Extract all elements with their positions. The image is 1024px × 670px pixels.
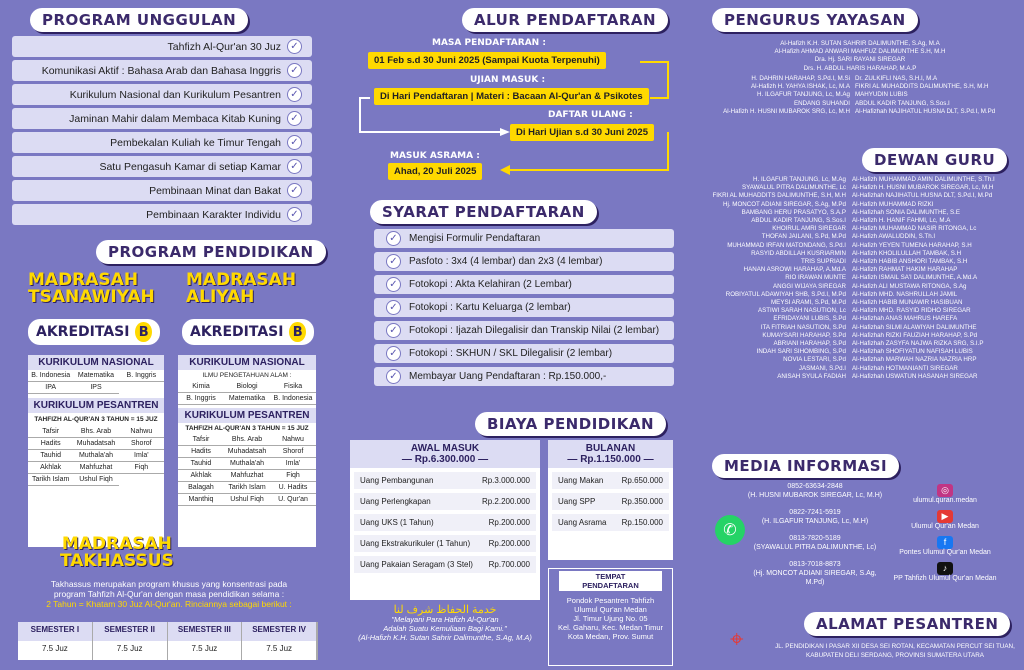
- social: [870, 562, 1020, 582]
- tempat-line: Jl. Timur Ujung No. 05: [573, 614, 648, 623]
- biaya-row: [552, 514, 669, 531]
- person-name: Dr. ZULKIFLI NAS, S.H.I, M.A: [855, 75, 938, 82]
- person-name: Al-Hafizhah ZASYFA NAJWA RIZKA SRG, S.I.P: [852, 340, 984, 348]
- tempat-line: Kel. Gaharu, Kec. Medan Timur: [557, 623, 664, 632]
- contact-phone: 0852-63634-2848: [787, 483, 843, 490]
- person-name: ASTIWI SARAH NASUTION, Lc: [757, 307, 846, 315]
- person-name: RASYID ABDILLAH KUSRIARMIN: [751, 249, 846, 257]
- ma-title: MADRASAH ALIYAH: [186, 270, 297, 307]
- subject-cell: Fiqh: [119, 462, 164, 474]
- check-icon: ✓: [287, 207, 302, 222]
- semester-header: SEMESTER IV: [242, 622, 317, 641]
- person-name: Al-Hafizh ALI MUSTAWA RITONGA, S.Ag: [852, 282, 967, 290]
- subject-cell: Bhs. Arab: [224, 434, 270, 446]
- subject-cell: Shorof: [119, 438, 164, 450]
- subject-cell: Nahwu: [270, 434, 316, 446]
- biaya-item: Uang Pakaian Seragam (3 Stel): [360, 560, 473, 569]
- subject-cell: Tarikh Islam: [224, 482, 270, 494]
- person-name: Al-Hafizh AWALUDDIN, S.Th.I: [852, 233, 936, 241]
- biaya-item: Uang Ekstrakurikuler (1 Tahun): [360, 539, 471, 548]
- contact: [745, 534, 885, 552]
- dewan-left: [700, 176, 846, 381]
- tempat-line: Pondok Pesantren Tahfizh: [566, 596, 655, 605]
- masa-value: 01 Feb s.d 30 Juni 2025 (Sampai Kuota Terpenuhi): [368, 52, 606, 69]
- instagram-icon: ◎: [937, 484, 953, 497]
- biaya-amount: Rp.150.000: [621, 518, 663, 527]
- person-name: FIKRI AL MUHADDITS DALIMUNTHE, S.H, M.H: [712, 192, 846, 200]
- person-name: Al-Hafizh HABIB ANSHORI TAMBAK, S.H: [852, 258, 968, 266]
- ma-kurikulum: KURIKULUM NASIONAL ILMU PENGETAHUAN ALAM : Kimia Biologi Fisika B. Inggris Matematika B. Indonesia KURIKULUM PESANTREN TAHFIZH AL-QUR'AN 3 TAHUN = 15 JUZ Tafsir Bhs. Arab Nahwu Hadits Muhadatsah Shorof Tauhid Muthala'ah Imla' Akhlak Mahfuzhat Fiqh Balagah Tarikh Islam U. Hadits Manthiq Ushul Fiqh U. Qur'an: [178, 355, 316, 547]
- contact: [745, 560, 885, 587]
- person-name: Al-Hafizhah USWATUN HASANAH SIREGAR: [852, 372, 978, 380]
- biaya-bulanan: BULANAN — Rp.1.150.000 — Uang Makan Rp.650.000 Uang SPP Rp.350.000 Uang Asrama Rp.150.000: [548, 440, 673, 560]
- subject-cell: Tauhid: [28, 450, 73, 462]
- program-pendidikan-title: PROGRAM PENDIDIKAN: [96, 240, 326, 264]
- syarat-item: [374, 229, 674, 248]
- dewan-title: DEWAN GURU: [862, 148, 1007, 172]
- tempat-line: Kota Medan, Prov. Sumut: [567, 632, 654, 641]
- biaya-amount: Rp.350.000: [621, 497, 663, 506]
- person-name: FIKRI AL MUHADDITS DALIMUNTHE, S.H, M.H: [855, 83, 989, 91]
- person-name: JASMANI, S.Pd.I: [798, 364, 846, 372]
- program-unggulan-list: [12, 36, 312, 228]
- person-name: Al-Hafizh H. HUSNI MUBAROK SIREGAR, Lc, M.H: [852, 184, 994, 192]
- semester-header-row: [18, 622, 318, 641]
- person-name: Al-Hafizhah HOTMANIANTI SIREGAR: [852, 364, 958, 372]
- mts-akreditasi: AKREDITASI B: [28, 319, 160, 345]
- biaya-awal: AWAL MASUK — Rp.6.300.000 — Uang Pembangunan Rp.3.000.000 Uang Perlengkapan Rp.2.200.000 Uang UKS (1 Tahun) Rp.200.000 Uang Ekstrakurikuler (1 Tahun) Rp.200.000 Uang Pakaian Seragam (3 Stel) Rp.700.000: [350, 440, 540, 600]
- subject-cell: Mahfuzhat: [224, 470, 270, 482]
- subject-cell: Akhlak: [28, 462, 73, 474]
- subject-cell: Fiqh: [270, 470, 316, 482]
- mts-kurikulum: KURIKULUM NASIONAL B. Indonesia Matematika B. Inggris IPA IPS KURIKULUM PESANTREN TAHFIZH AL-QUR'AN 3 TAHUN = 15 JUZ Tafsir Bhs. Arab Nahwu Hadits Muhadatsah Shorof Tauhid Muthala'ah Imla' Akhlak Mahfuzhat Fiqh Tarikh Islam Ushul Fiqh: [28, 355, 164, 547]
- biaya-item: Uang Pembangunan: [360, 476, 434, 485]
- program-unggulan-title: PROGRAM UNGGULAN: [30, 8, 248, 32]
- subject-cell: Biologi: [224, 381, 270, 393]
- person-name: Al-Hafizh AHMAD ANWARI MAHFUZ DALIMUNTHE S.H, M.H: [774, 48, 946, 56]
- person-name: ABDUL KADIR TANJUNG, S.Sos.I: [855, 99, 950, 107]
- check-icon: ✓: [386, 300, 401, 315]
- person-name: NOVIA LESTARI, S.Pd: [783, 356, 846, 364]
- person-name: MAHYUDIN LUBIS: [855, 91, 908, 99]
- semester-header: SEMESTER II: [93, 622, 168, 641]
- program-item: [12, 36, 312, 57]
- program-item-label: Kurikulum Nasional dan Kurikulum Pesantren: [69, 88, 281, 101]
- flow-arrows: [350, 40, 680, 190]
- biaya-row: [552, 472, 669, 489]
- asrama-value: Ahad, 20 Juli 2025: [388, 163, 482, 180]
- contact-name: (SYAWALUL PITRA DALIMUNTHE, Lc): [753, 544, 877, 551]
- program-item-label: Tahfizh Al-Qur'an 30 Juz: [167, 40, 281, 53]
- takhassus-title: MADRASAH TAKHASSUS: [60, 534, 174, 571]
- person-name: ANISAH SYULA FADIAH: [777, 372, 846, 380]
- subject-cell: B. Inggris: [178, 393, 224, 405]
- biaya-row: [354, 535, 536, 552]
- program-item: [12, 132, 312, 153]
- subject-cell: Akhlak: [178, 470, 224, 482]
- biaya-amount: Rp.700.000: [488, 560, 530, 569]
- program-item: [12, 180, 312, 201]
- person-name: Al-Hafizh MUHAMMAD RIZKI: [852, 200, 934, 208]
- person-name: Hj. MONCOT ADIANI SIREGAR, S.Ag, M.Pd: [723, 200, 846, 208]
- quote: خدمة الحفاظ شرف لنا "Melayani Para Hafizh Al-Qur'an Adalah Suatu Kemuliaan Bagi Kami." (Al-Hafizh K.H. Sutan Sahrir Dalimunthe, S.Ag, M.A): [358, 604, 532, 642]
- person-name: Al-Hafizhah SHOFIYATUN NAFISAH LUBIS: [852, 348, 973, 356]
- person-name: H. DAHRIN HARAHAP, S.Pd.I, M.Si: [751, 75, 850, 82]
- person-name: ANGGI WIJAYA SIREGAR: [773, 282, 846, 290]
- alamat-text: JL. PENDIDIKAN I PASAR XII DESA SEI ROTAN, KECAMATAN PERCUT SEI TUAN, KABUPATEN DELI SERDANG, PROVINSI SUMATERA UTARA: [775, 643, 1015, 659]
- subject-cell: Nahwu: [119, 426, 164, 438]
- whatsapp-icon: ✆: [715, 515, 745, 545]
- person-name: INDAH SARI SIHOMBING, S.Pd: [756, 348, 846, 356]
- person-name: ABRIANI HARAHAP, S.Pd: [773, 340, 846, 348]
- syarat-item-label: Mengisi Formulir Pendaftaran: [409, 233, 541, 244]
- person-name: ENDANG SUHANDI: [793, 99, 850, 107]
- person-name: MUHAMMAD IRFAN MATONDANG, S.Pd.I: [727, 241, 846, 249]
- person-name: EFRIDAYANI LUBIS, S.Pd: [773, 315, 846, 323]
- tiktok-icon: ♪: [937, 562, 953, 575]
- check-icon: ✓: [386, 254, 401, 269]
- subject-cell: Manthiq: [178, 494, 224, 506]
- check-icon: ✓: [287, 159, 302, 174]
- person-name: BAMBANG HERU PRASATYO, S.A.P: [741, 208, 846, 216]
- person-name: H. ILGAFUR TANJUNG, Lc, M.Ag: [753, 176, 846, 183]
- media-title: MEDIA INFORMASI: [712, 454, 899, 478]
- subject-cell: Ushul Fiqh: [224, 494, 270, 506]
- contact: [745, 482, 885, 500]
- subject-cell: Muhadatsah: [73, 438, 118, 450]
- syarat-item: [374, 321, 674, 340]
- contact-name: (H. HUSNI MUBAROK SIREGAR, Lc, M.H): [747, 492, 883, 499]
- check-icon: ✓: [287, 183, 302, 198]
- person-name: THOFAN JAILANI, S.Pd, M.Pd: [761, 233, 846, 241]
- subject-cell: B. Inggris: [119, 370, 164, 382]
- person-name: Al-Hafizhah RIZKI FAUZIAH HARAHAP, S.Pd: [852, 331, 978, 339]
- ujian-value: Di Hari Pendaftaran | Materi : Bacaan Al-Qur'an & Psikotes: [374, 88, 649, 105]
- social-handle: PP Tahfizh Ulumul Qur'an Medan: [893, 575, 997, 582]
- person-name: KHOIRUL AMRI SIREGAR: [772, 225, 846, 233]
- subject-cell: B. Indonesia: [270, 393, 316, 405]
- contact-phone: 0813-7820-5189: [789, 535, 841, 542]
- subject-cell: Tafsir: [28, 426, 73, 438]
- person-name: Al-Hafizh MHD. RASYID RIDHO SIREGAR: [852, 307, 971, 315]
- subject-cell: Tauhid: [178, 458, 224, 470]
- tempat-pendaftaran: TEMPAT PENDAFTARAN Pondok Pesantren Tahfizh Ulumul Qur'an Medan Jl. Timur Ujung No. 05 Kel. Gaharu, Kec. Medan Timur Kota Medan, Prov. Sumut: [548, 568, 673, 666]
- person-name: RIO IRAWAN MUNTE: [785, 274, 846, 282]
- check-icon: ✓: [287, 39, 302, 54]
- person-name: SYAWALUL PITRA DALIMUNTHE, Lc: [741, 184, 846, 192]
- biaya-row: [552, 493, 669, 510]
- subject-cell: Bhs. Arab: [73, 426, 118, 438]
- check-icon: ✓: [287, 63, 302, 78]
- program-item: [12, 156, 312, 177]
- person-name: Al-Hafizhah SILMI ALAWIYAH DALIMUNTHE: [852, 323, 977, 331]
- pengurus-title: PENGURUS YAYASAN: [712, 8, 918, 32]
- syarat-item: [374, 252, 674, 271]
- biaya-item: Uang Perlengkapan: [360, 497, 431, 506]
- contact-name: (H. ILGAFUR TANJUNG, Lc, M.H): [761, 518, 869, 525]
- facebook-icon: f: [937, 536, 953, 549]
- check-icon: ✓: [287, 135, 302, 150]
- syarat-item: [374, 367, 674, 386]
- program-item-label: Jaminan Mahir dalam Membaca Kitab Kuning: [69, 112, 281, 125]
- alur-title: ALUR PENDAFTARAN: [462, 8, 668, 32]
- pengurus-right: [855, 75, 1020, 116]
- subject-cell: Fisika: [270, 381, 316, 393]
- person-name: KUMAYSARI HARAHAP, S.Pd: [762, 331, 846, 339]
- contact-phone: 0822-7241-5919: [789, 509, 841, 516]
- social-handle: Pontes Ulumul Qur'an Medan: [899, 549, 991, 556]
- masa-label: MASA PENDAFTARAN :: [432, 38, 546, 48]
- subject-cell: Ushul Fiqh: [73, 474, 118, 486]
- social-handle: ulumul.quran.medan: [913, 497, 977, 504]
- contact-name: (Hj. MONCOT ADIANI SIREGAR, S.Ag, M.Pd): [753, 570, 877, 586]
- program-item-label: Komunikasi Aktif : Bahasa Arab dan Bahasa Inggris: [41, 64, 281, 77]
- syarat-title: SYARAT PENDAFTARAN: [370, 200, 597, 224]
- social: [870, 484, 1020, 504]
- check-icon: ✓: [386, 231, 401, 246]
- biaya-title: BIAYA PENDIDIKAN: [475, 412, 666, 436]
- syarat-item: [374, 275, 674, 294]
- subject-cell: Hadits: [28, 438, 73, 450]
- biaya-item: Uang UKS (1 Tahun): [360, 518, 434, 527]
- semester-header: SEMESTER I: [18, 622, 93, 641]
- alamat-title: ALAMAT PESANTREN: [804, 612, 1010, 636]
- subject-cell: IPS: [73, 382, 118, 394]
- contact: [745, 508, 885, 526]
- person-name: ROBIYATUL ADAWIYAH SHB, S.Pd.I, M.Pd: [725, 290, 846, 298]
- asrama-label: MASUK ASRAMA :: [390, 151, 480, 161]
- person-name: Al-Hafizh MHD. NASHRULLAH JAMIL: [852, 290, 958, 298]
- subject-cell: Muthala'ah: [224, 458, 270, 470]
- person-name: Drs. H. ABDUL HARIS HARAHAP, M.A.P: [803, 64, 917, 72]
- check-icon: ✓: [386, 323, 401, 338]
- syarat-item: [374, 344, 674, 363]
- person-name: Al-Hafizh RAHMAT HAKIM HARAHAP: [852, 266, 958, 274]
- biaya-item: Uang SPP: [558, 497, 596, 506]
- person-name: Al-Hafizh H. HUSNI MUBAROK SRG, Lc, M.H: [723, 107, 850, 115]
- person-name: ITA FITRIAH NASUTION, S.Pd: [760, 323, 846, 331]
- biaya-amount: Rp.200.000: [488, 518, 530, 527]
- check-icon: ✓: [386, 277, 401, 292]
- subject-cell: Kimia: [178, 381, 224, 393]
- biaya-item: Uang Asrama: [558, 518, 607, 527]
- program-item: [12, 60, 312, 81]
- pengurus-list: [700, 40, 1020, 73]
- program-item-label: Pembinaan Karakter Individu: [146, 208, 281, 221]
- dewan-right: [852, 176, 1022, 381]
- program-item: [12, 204, 312, 225]
- biaya-item: Uang Makan: [558, 476, 604, 485]
- biaya-amount: Rp.650.000: [621, 476, 663, 485]
- youtube-icon: ▶: [937, 510, 953, 523]
- check-icon: ✓: [386, 369, 401, 384]
- biaya-row: [354, 493, 536, 510]
- social-handle: Ulumul Qur'an Medan: [911, 523, 979, 530]
- person-name: Al-Hafizhah NAJIHATUL HUSNA DLT, S.Pd.I, M.Pd: [855, 107, 996, 115]
- daftar-label: DAFTAR ULANG :: [548, 110, 633, 120]
- person-name: Al-Hafizh HABIB MUNAWIR HASIBUAN: [852, 299, 963, 307]
- check-icon: ✓: [287, 111, 302, 126]
- contact-phone: 0813-7018-8873: [789, 561, 841, 568]
- person-name: TRIS SUPRIADI: [800, 258, 846, 266]
- program-item-label: Satu Pengasuh Kamar di setiap Kamar: [99, 160, 281, 173]
- biaya-amount: Rp.3.000.000: [481, 476, 530, 485]
- subject-cell: IPA: [28, 382, 73, 394]
- pengurus-left: [700, 75, 850, 116]
- person-name: Al-Hafizh H. YAHYA ISHAK, Lc, M.A: [750, 83, 850, 91]
- biaya-row: [354, 514, 536, 531]
- subject-cell: Balagah: [178, 482, 224, 494]
- semester-value: 7.5 Juz: [168, 641, 243, 660]
- ma-akreditasi: AKREDITASI B: [182, 319, 314, 345]
- tempat-line: Ulumul Qur'an Medan: [574, 605, 647, 614]
- subject-cell: Mahfuzhat: [73, 462, 118, 474]
- program-item: [12, 108, 312, 129]
- person-name: Al-Hafizhah MARWAH NAZRIA NAZRIA HRP: [852, 356, 977, 364]
- social: [870, 536, 1020, 556]
- map-pin-icon: ⌖: [730, 625, 744, 653]
- person-name: MEYSI ARAMI, S.Pd, M.Pd: [771, 299, 846, 307]
- subject-cell: Shorof: [270, 446, 316, 458]
- syarat-list: [374, 229, 674, 390]
- subject-cell: Muthala'ah: [73, 450, 118, 462]
- subject-cell: U. Qur'an: [270, 494, 316, 506]
- subject-cell: Muhadatsah: [224, 446, 270, 458]
- subject-cell: Matematika: [73, 370, 118, 382]
- person-name: Al-Hafizh K.H. SUTAN SAHRIR DALIMUNTHE, S.Ag, M.A: [780, 40, 940, 47]
- semester-table: [18, 622, 318, 660]
- syarat-item-label: Pasfoto : 3x4 (4 lembar) dan 2x3 (4 lembar): [409, 256, 603, 267]
- person-name: H. ILGAFUR TANJUNG, Lc, M.Ag: [757, 91, 850, 99]
- person-name: Al-Hafizh YEYEN TUMENA HARAHAP, S.H: [852, 241, 972, 249]
- syarat-item-label: Membayar Uang Pendaftaran : Rp.150.000,-: [409, 371, 607, 382]
- person-name: Al-Hafizhah NAJIHATUL HUSNA DLT, S.Pd.I, M.Pd: [852, 192, 993, 200]
- semester-value: 7.5 Juz: [18, 641, 93, 660]
- person-name: Al-Hafizh ISMAIL SA'I DALIMUNTHE, A.Md.A: [852, 274, 978, 282]
- person-name: Al-Hafizh KHOLILULLAH TAMBAK, S.H: [852, 249, 962, 257]
- syarat-item-label: Fotokopi : SKHUN / SKL Dilegalisir (2 lembar): [409, 348, 613, 359]
- program-item-label: Pembinaan Minat dan Bakat: [149, 184, 281, 197]
- biaya-amount: Rp.200.000: [488, 539, 530, 548]
- takhassus-desc: Takhassus merupakan program khusus yang konsentrasi pada program Tahfizh Al-Qur'an dengan masa pendidikan selama : 2 Tahun = Khatam 30 Juz Al-Qur'an. Rinciannya sebagai berikut :: [46, 579, 292, 609]
- subject-cell: Imla': [270, 458, 316, 470]
- program-item: [12, 84, 312, 105]
- semester-value: 7.5 Juz: [93, 641, 168, 660]
- syarat-item-label: Fotokopi : Ijazah Dilegalisir dan Transkip Nilai (2 lembar): [409, 325, 660, 336]
- person-name: Al-Hafizhah SONIA DALIMUNTHE, S.E: [852, 208, 960, 216]
- subject-cell: Tarikh Islam: [28, 474, 73, 486]
- subject-cell: Imla': [119, 450, 164, 462]
- subject-cell: Matematika: [224, 393, 270, 405]
- syarat-item-label: Fotokopi : Akta Kelahiran (2 Lembar): [409, 279, 572, 290]
- person-name: Al-Hafizh H. HANIF FAHMI, Lc, M.A: [852, 217, 951, 225]
- subject-cell: B. Indonesia: [28, 370, 73, 382]
- person-name: Al-Hafizhah ANAS MAHRUS HAREFA: [852, 315, 958, 323]
- biaya-row: [354, 472, 536, 489]
- semester-value-row: [18, 641, 318, 660]
- daftar-value: Di Hari Ujian s.d 30 Juni 2025: [510, 124, 654, 141]
- syarat-item: [374, 298, 674, 317]
- check-icon: ✓: [287, 87, 302, 102]
- subject-cell: U. Hadits: [270, 482, 316, 494]
- social: [870, 510, 1020, 530]
- person-name: ABDUL KADIR TANJUNG, S.Sos.I: [751, 217, 846, 225]
- subject-cell: Tafsir: [178, 434, 224, 446]
- semester-value: 7.5 Juz: [242, 641, 317, 660]
- person-name: Al-Hafizh MUHAMMAD AMIN DALIMUNTHE, S.Th.I: [852, 176, 995, 183]
- person-name: Al-Hafizh MUHAMMAD NASIR RITONGA, Lc: [852, 225, 977, 233]
- ujian-label: UJIAN MASUK :: [470, 75, 546, 85]
- biaya-row: [354, 556, 536, 573]
- person-name: Dra. Hj. SARI RAYANI SIREGAR: [814, 56, 906, 64]
- biaya-amount: Rp.2.200.000: [481, 497, 530, 506]
- check-icon: ✓: [386, 346, 401, 361]
- syarat-item-label: Fotokopi : Kartu Keluarga (2 lembar): [409, 302, 571, 313]
- program-item-label: Pembekalan Kuliah ke Timur Tengah: [110, 136, 281, 149]
- semester-header: SEMESTER III: [168, 622, 243, 641]
- mts-title: MADRASAH TSANAWIYAH: [28, 270, 155, 307]
- person-name: HANAN ASROWI HARAHAP, A.Md.A: [743, 266, 846, 274]
- subject-cell: Hadits: [178, 446, 224, 458]
